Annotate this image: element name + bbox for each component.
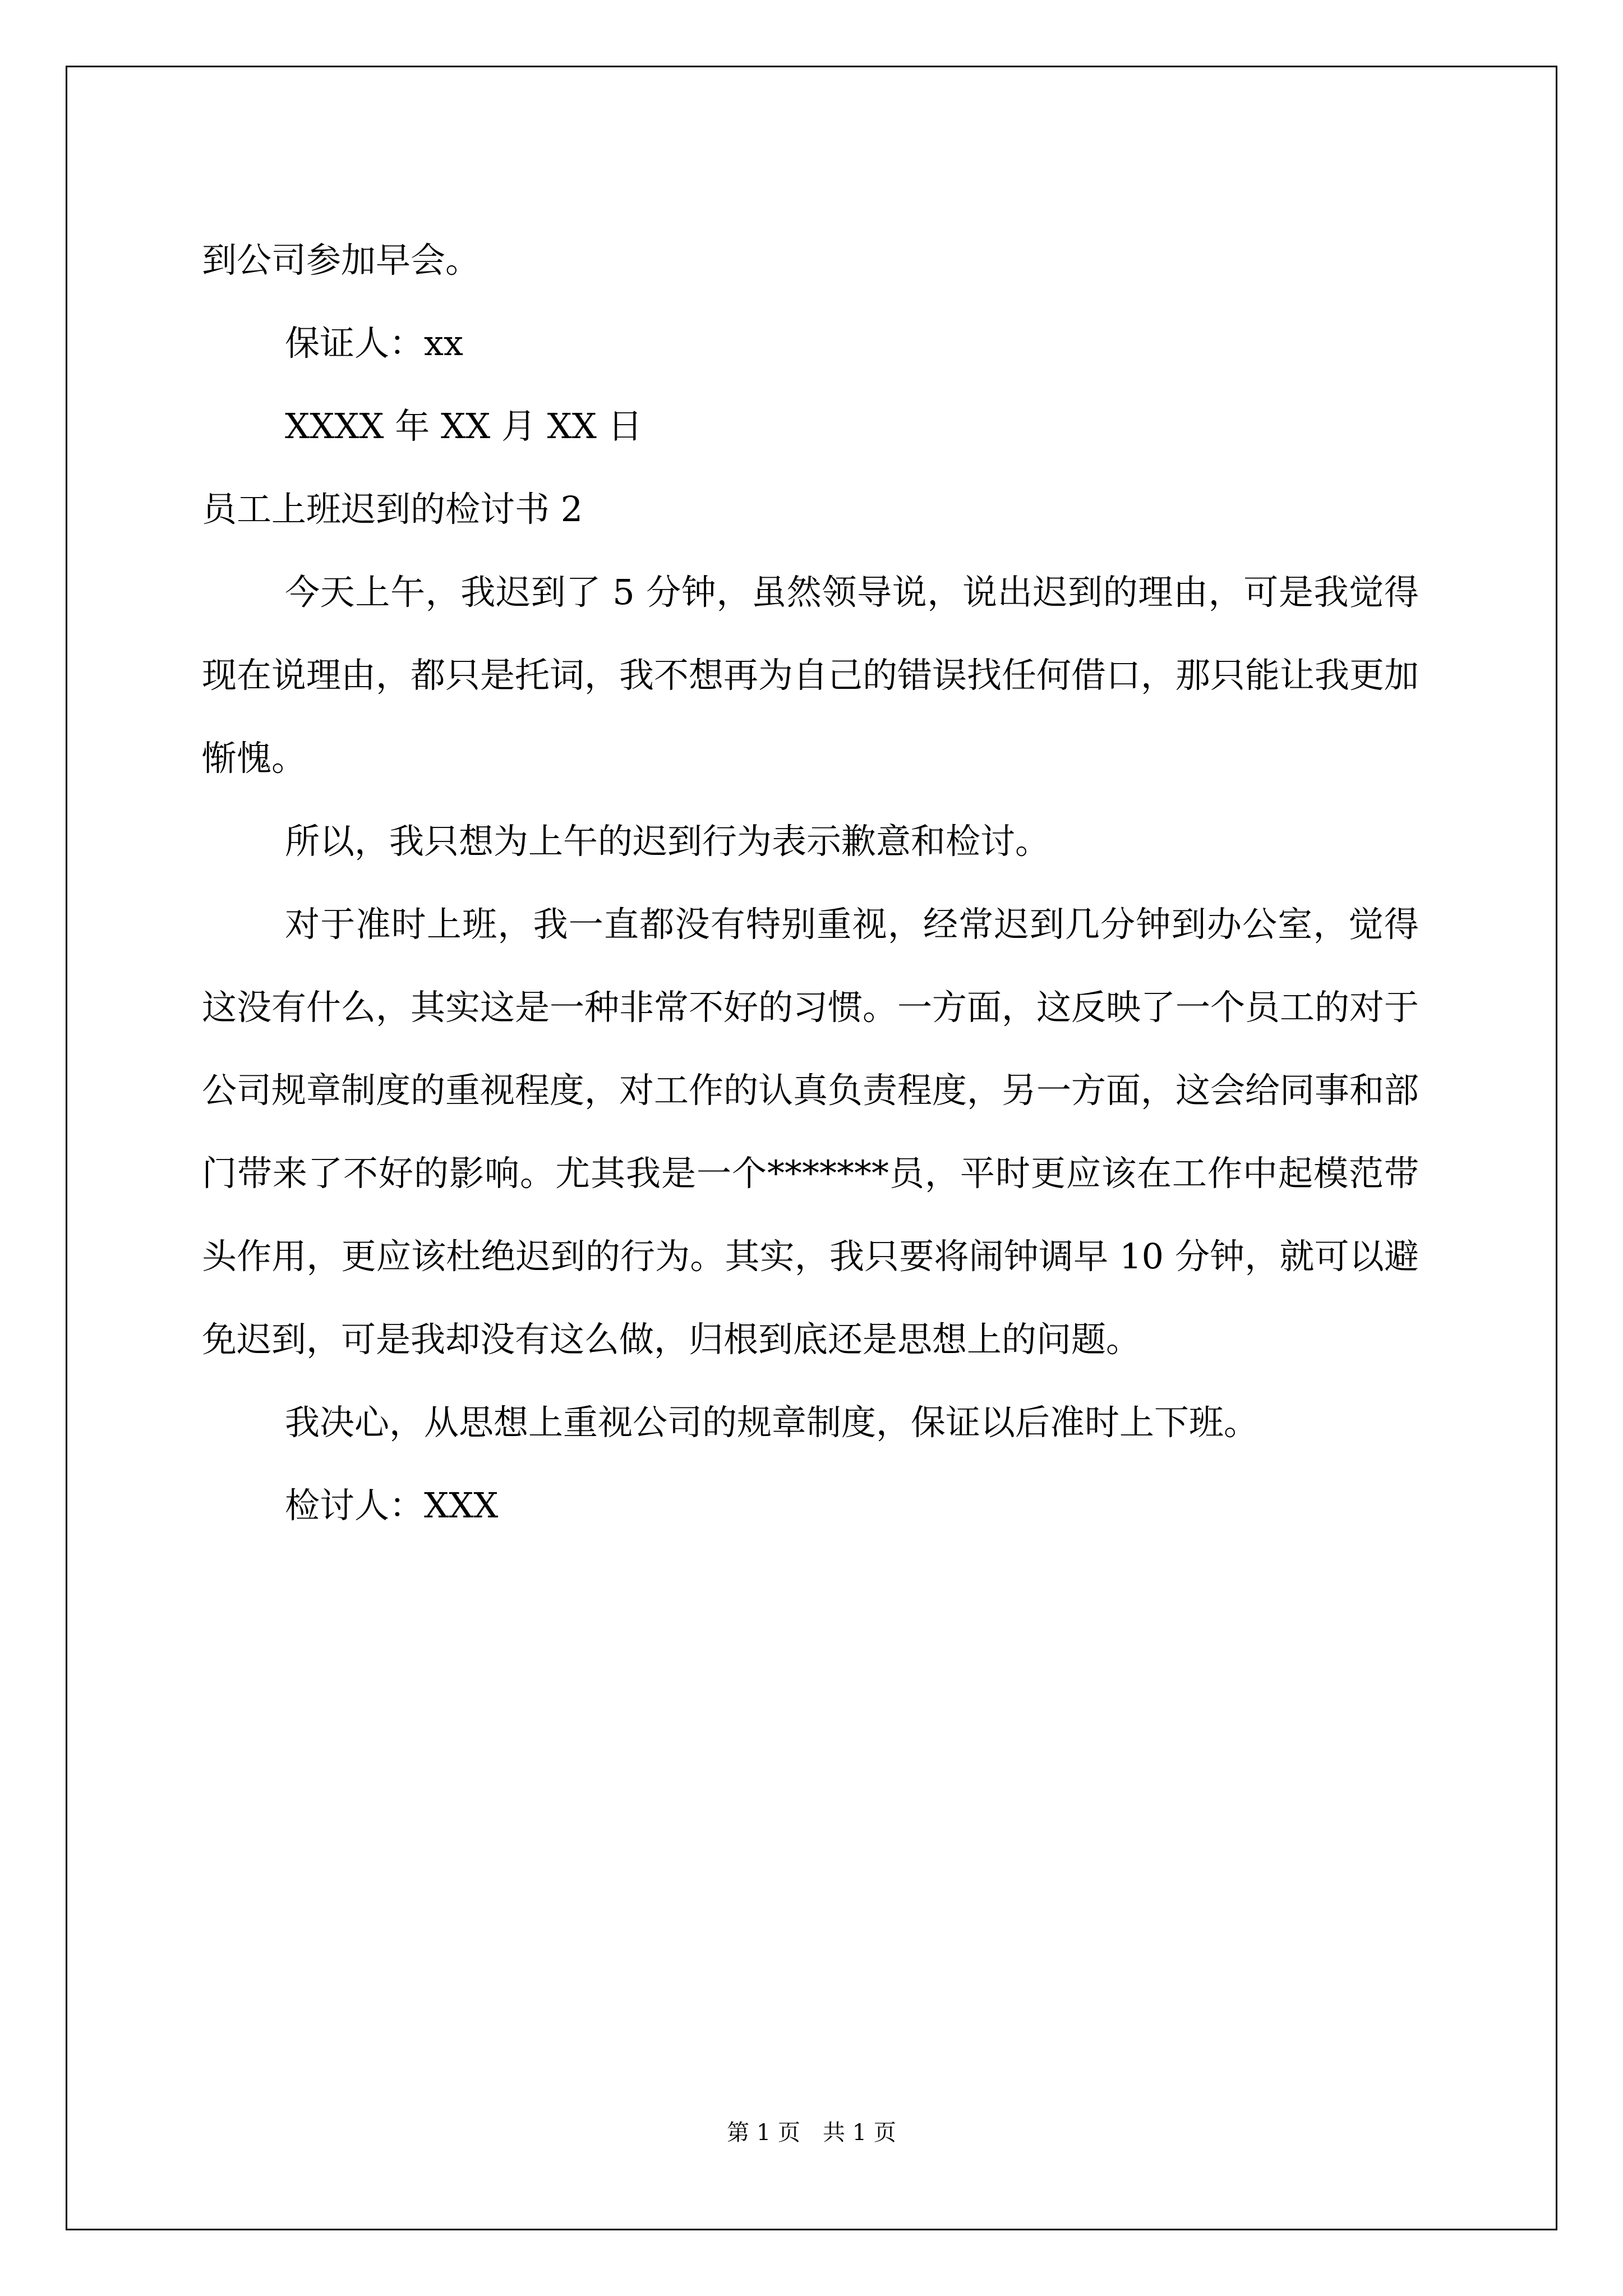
- paragraph-apology: 所以，我只想为上午的迟到行为表示歉意和检讨。: [285, 821, 1050, 862]
- paragraph-intro: 今天上午，我迟到了 5 分钟，虽然领导说，说出迟到的理由，可是我觉得现在说理由，都只是托词，我不想再为自己的错误找任何借口，那只能让我更加惭愧。: [202, 572, 1419, 779]
- paragraph-resolution: 我决心，从思想上重视公司的规章制度，保证以后准时上下班。: [285, 1402, 1259, 1443]
- paragraph-closing-line: 到公司参加早会。: [202, 240, 481, 280]
- paragraph-date: XXXX 年 XX 月 XX 日: [285, 406, 643, 447]
- paragraph-signature: 检讨人：XXX: [285, 1485, 499, 1526]
- paragraph-reflection: 对于准时上班，我一直都没有特别重视，经常迟到几分钟到办公室，觉得这没有什么，其实这是一种非常不好的习惯。一方面，这反映了一个员工的对于公司规章制度的重视程度，对工作的认真负责程度，另一方面，这会给同事和部门带来了不好的影响。尤其我是一个*******员，平时更应该在工作中起模范带头作用，更应该杜绝迟到的行为。其实，我只要将闹钟调早 10 分钟，就可以避免迟到，可是我却没有这么做，归根到底还是思想上的问题。: [202, 904, 1419, 1360]
- document-page: [66, 66, 1557, 2230]
- document-body: [202, 219, 1419, 1547]
- page-footer: [67, 2115, 1556, 2147]
- paragraph-guarantor: 保证人：xx: [285, 323, 463, 364]
- page-number: 第 1 页: [727, 2120, 800, 2146]
- page-total: 共 1 页: [823, 2120, 896, 2146]
- section-title: 员工上班迟到的检讨书 2: [202, 489, 583, 530]
